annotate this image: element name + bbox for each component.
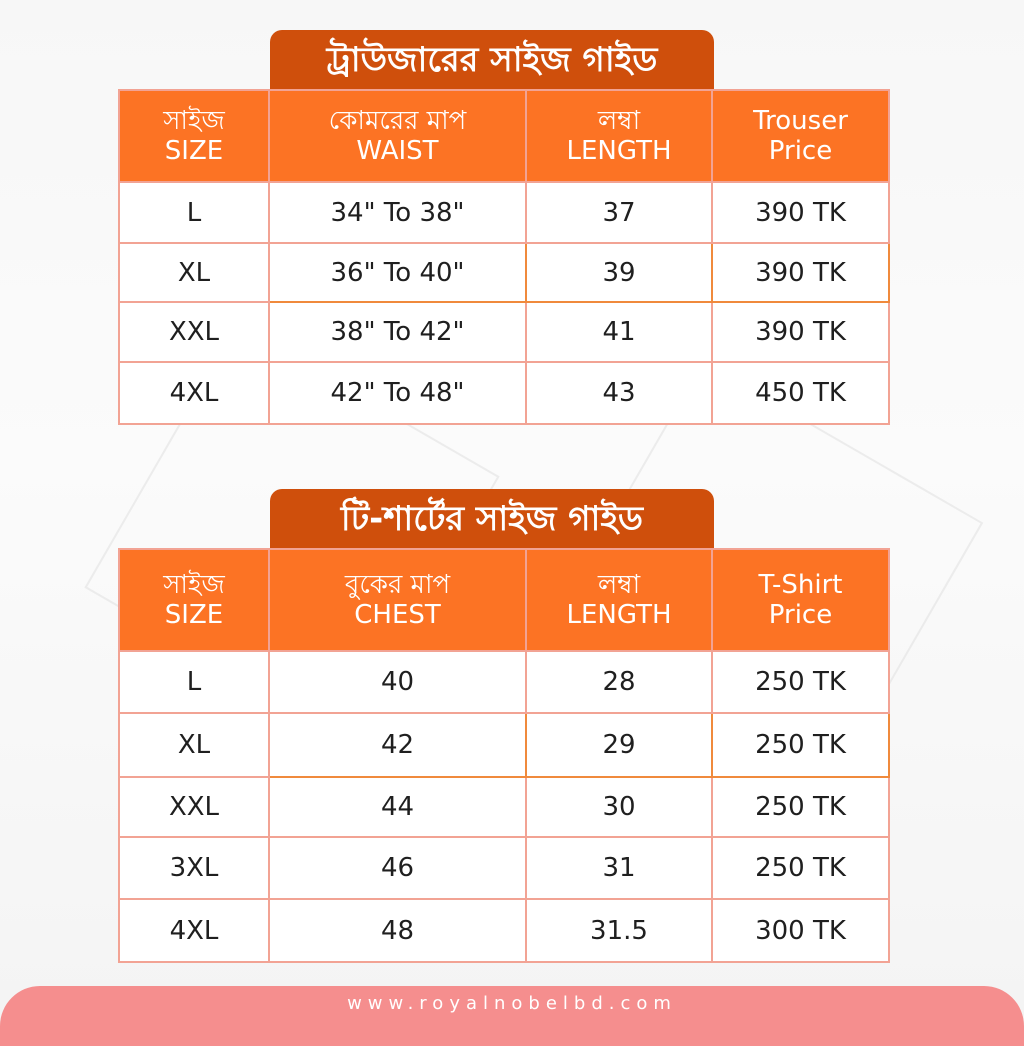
chest-cell: 46 [269, 837, 526, 899]
price-header: Trouser Price [712, 90, 889, 182]
table-row [119, 713, 889, 777]
size-cell: XL [119, 713, 269, 777]
table-row [119, 651, 889, 713]
size-cell: 4XL [119, 899, 269, 962]
length-cell: 31 [526, 837, 712, 899]
price-cell: 450 TK [712, 362, 889, 424]
size-cell: 3XL [119, 837, 269, 899]
chest-cell: 42 [269, 713, 526, 777]
chest-header: বুকের মাপ CHEST [269, 549, 526, 651]
size-cell: XL [119, 243, 269, 302]
table-row [119, 899, 889, 962]
chest-cell: 40 [269, 651, 526, 713]
length-header: লম্বা LENGTH [526, 549, 712, 651]
website-footer [0, 986, 1024, 1046]
length-cell: 31.5 [526, 899, 712, 962]
length-cell: 41 [526, 302, 712, 362]
table-header-row [119, 90, 889, 182]
price-cell: 250 TK [712, 651, 889, 713]
waist-cell: 36" To 40" [269, 243, 526, 302]
size-cell: 4XL [119, 362, 269, 424]
chest-cell: 44 [269, 777, 526, 837]
table-row [119, 182, 889, 243]
length-cell: 29 [526, 713, 712, 777]
length-cell: 39 [526, 243, 712, 302]
website-url[interactable]: www.royalnobelbd.com [347, 993, 677, 1014]
size-cell: XXL [119, 302, 269, 362]
table-row [119, 302, 889, 362]
length-cell: 37 [526, 182, 712, 243]
length-cell: 43 [526, 362, 712, 424]
length-cell: 30 [526, 777, 712, 837]
waist-cell: 42" To 48" [269, 362, 526, 424]
waist-cell: 38" To 42" [269, 302, 526, 362]
trouser-guide-title: ট্রাউজারের সাইজ গাইড [270, 30, 714, 90]
length-header: লম্বা LENGTH [526, 90, 712, 182]
table-header-row [119, 549, 889, 651]
price-cell: 390 TK [712, 243, 889, 302]
tshirt-size-table [118, 548, 890, 963]
tshirt-guide-title: টি-শার্টের সাইজ গাইড [270, 489, 714, 549]
price-cell: 390 TK [712, 302, 889, 362]
price-cell: 390 TK [712, 182, 889, 243]
price-cell: 250 TK [712, 713, 889, 777]
size-header: সাইজ SIZE [119, 549, 269, 651]
price-cell: 250 TK [712, 837, 889, 899]
trouser-size-table [118, 89, 890, 425]
size-cell: L [119, 182, 269, 243]
waist-cell: 34" To 38" [269, 182, 526, 243]
table-row [119, 243, 889, 302]
waist-header: কোমরের মাপ WAIST [269, 90, 526, 182]
chest-cell: 48 [269, 899, 526, 962]
size-cell: L [119, 651, 269, 713]
price-cell: 300 TK [712, 899, 889, 962]
table-row [119, 837, 889, 899]
size-cell: XXL [119, 777, 269, 837]
price-header: T-Shirt Price [712, 549, 889, 651]
size-header: সাইজ SIZE [119, 90, 269, 182]
price-cell: 250 TK [712, 777, 889, 837]
table-row [119, 777, 889, 837]
length-cell: 28 [526, 651, 712, 713]
table-row [119, 362, 889, 424]
